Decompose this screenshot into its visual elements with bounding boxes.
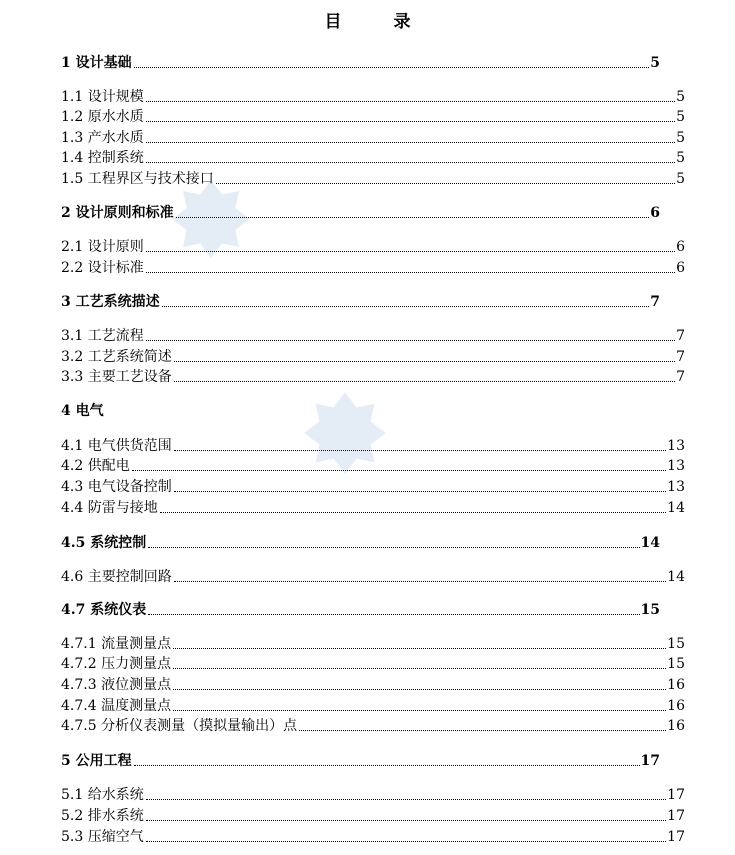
toc-leader-dots	[146, 340, 675, 341]
toc-page-number: 13	[667, 479, 685, 495]
toc-label: 4.6 主要控制回路	[61, 569, 172, 585]
toc-leader-dots	[146, 251, 675, 252]
toc-label: 4.1 电气供货范围	[61, 438, 172, 454]
toc-heading[interactable]	[61, 294, 660, 310]
toc-heading[interactable]	[61, 753, 660, 769]
toc-leader-dots	[146, 142, 675, 143]
toc-label: 2 设计原则和标准	[61, 205, 174, 221]
title-char-right: 录	[393, 12, 411, 32]
toc-entry[interactable]	[61, 656, 685, 672]
toc-page-number: 16	[667, 718, 685, 734]
toc-entry[interactable]	[61, 500, 685, 516]
toc-page-number: 7	[650, 294, 660, 310]
toc-leader-dots	[134, 765, 640, 766]
toc-label: 2.1 设计原则	[61, 239, 144, 255]
toc-label: 4.7.1 流量测量点	[61, 636, 172, 652]
toc-entry[interactable]	[61, 458, 685, 474]
toc-label: 4.7 系统仪表	[61, 602, 147, 618]
toc-page-number: 16	[667, 698, 685, 714]
toc-leader-dots	[173, 668, 666, 669]
toc-page-number: 17	[667, 829, 685, 845]
toc-page-number: 15	[667, 656, 685, 672]
toc-entry[interactable]	[61, 829, 685, 845]
toc-leader-dots	[132, 470, 666, 471]
toc-label: 4.7.4 温度测量点	[61, 698, 172, 714]
toc-label: 4.7.2 压力测量点	[61, 656, 172, 672]
toc-leader-dots	[148, 614, 639, 615]
toc-leader-dots	[174, 491, 666, 492]
toc-leader-dots	[174, 361, 675, 362]
toc-page-number: 7	[676, 349, 685, 365]
toc-entry[interactable]	[61, 130, 685, 146]
toc-entry[interactable]	[61, 808, 685, 824]
toc-entry[interactable]	[61, 260, 685, 276]
toc-page-number: 13	[667, 458, 685, 474]
toc-label: 3.3 主要工艺设备	[61, 369, 172, 385]
toc-leader-dots	[146, 799, 666, 800]
toc-heading[interactable]	[61, 55, 660, 71]
toc-page-number: 13	[667, 438, 685, 454]
toc-page-number: 5	[676, 150, 685, 166]
toc-label: 5.3 压缩空气	[61, 829, 144, 845]
toc-leader-dots	[173, 689, 666, 690]
toc-label: 4 电气	[61, 403, 104, 419]
toc-heading[interactable]	[61, 403, 660, 419]
toc-heading[interactable]	[61, 205, 660, 221]
toc-page-number: 17	[667, 808, 685, 824]
toc-label: 5.1 给水系统	[61, 787, 144, 803]
toc-label: 3.2 工艺系统简述	[61, 349, 172, 365]
toc-leader-dots	[146, 841, 666, 842]
toc-leader-dots	[148, 547, 639, 548]
toc-entry[interactable]	[61, 171, 685, 187]
toc-label: 2.2 设计标准	[61, 260, 144, 276]
toc-label: 1.1 设计规模	[61, 89, 144, 105]
toc-leader-dots	[146, 121, 675, 122]
toc-label: 4.7.3 液位测量点	[61, 677, 172, 693]
toc-leader-dots	[160, 512, 666, 513]
toc-label: 4.5 系统控制	[61, 535, 147, 551]
toc-leader-dots	[299, 730, 666, 731]
toc-page-number: 5	[676, 89, 685, 105]
toc-entry[interactable]	[61, 89, 685, 105]
toc-page-number: 14	[667, 500, 685, 516]
toc-entry[interactable]	[61, 677, 685, 693]
toc-entry[interactable]	[61, 718, 685, 734]
toc-page-number: 5	[676, 171, 685, 187]
toc-leader-dots	[174, 450, 666, 451]
toc-page-number: 17	[667, 787, 685, 803]
toc-entry[interactable]	[61, 349, 685, 365]
toc-entry[interactable]	[61, 636, 685, 652]
toc-page-number: 14	[640, 535, 660, 551]
toc-entry[interactable]	[61, 698, 685, 714]
toc-leader-dots	[134, 67, 650, 68]
toc-heading[interactable]	[61, 535, 660, 551]
toc-page-number: 15	[640, 602, 660, 618]
toc-page-number: 7	[676, 328, 685, 344]
toc-label: 4.7.5 分析仪表测量（摸拟量输出）点	[61, 718, 298, 734]
toc-label: 3.1 工艺流程	[61, 328, 144, 344]
toc-page-number: 17	[640, 753, 660, 769]
toc-leader-dots	[146, 162, 675, 163]
toc-page-number: 6	[676, 260, 685, 276]
toc-leader-dots	[146, 272, 675, 273]
toc-page-number: 7	[676, 369, 685, 385]
toc-label: 4.4 防雷与接地	[61, 500, 158, 516]
toc-entry[interactable]	[61, 369, 685, 385]
toc-label: 5 公用工程	[61, 753, 132, 769]
toc-page-number: 16	[667, 677, 685, 693]
toc-label: 1.3 产水水质	[61, 130, 144, 146]
toc-label: 5.2 排水系统	[61, 808, 144, 824]
toc-leader-dots	[146, 820, 666, 821]
toc-page-number: 5	[676, 130, 685, 146]
toc-heading[interactable]	[61, 602, 660, 618]
toc-page-number: 5	[650, 55, 660, 71]
toc-label: 1.2 原水水质	[61, 109, 144, 125]
toc-entry[interactable]	[61, 479, 685, 495]
toc-label: 1.5 工程界区与技术接口	[61, 171, 214, 187]
toc-leader-dots	[162, 306, 650, 307]
toc-page-number: 14	[667, 569, 685, 585]
toc-label: 1 设计基础	[61, 55, 132, 71]
toc-entry[interactable]	[61, 328, 685, 344]
toc-entry[interactable]	[61, 239, 685, 255]
toc-entry[interactable]	[61, 109, 685, 125]
toc-entry[interactable]	[61, 438, 685, 454]
toc-leader-dots	[216, 183, 675, 184]
toc-leader-dots	[176, 217, 650, 218]
toc-entry[interactable]	[61, 569, 685, 585]
toc-entry[interactable]	[61, 150, 685, 166]
title-char-left: 目	[324, 12, 342, 32]
toc-label: 4.3 电气设备控制	[61, 479, 172, 495]
toc-entry[interactable]	[61, 787, 685, 803]
toc-label: 3 工艺系统描述	[61, 294, 160, 310]
toc-leader-dots	[174, 381, 675, 382]
toc-page-number: 6	[676, 239, 685, 255]
toc-leader-dots	[174, 581, 666, 582]
toc-label: 4.2 供配电	[61, 458, 130, 474]
toc-page-number: 15	[667, 636, 685, 652]
toc-page-number: 6	[650, 205, 660, 221]
toc-leader-dots	[173, 648, 666, 649]
toc-label: 1.4 控制系统	[61, 150, 144, 166]
toc-leader-dots	[146, 101, 675, 102]
toc-leader-dots	[173, 710, 666, 711]
toc-page-number: 5	[676, 109, 685, 125]
